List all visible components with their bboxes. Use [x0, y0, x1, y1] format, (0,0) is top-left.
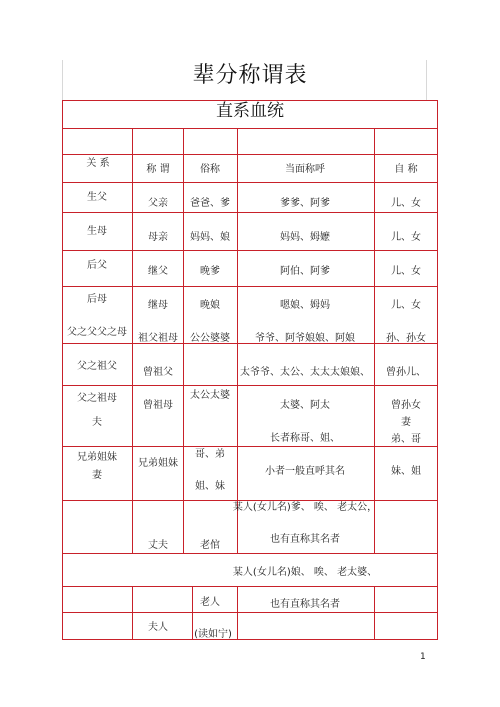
section-title: 直系血统 [216, 101, 284, 121]
header-colloquial: 俗称 [200, 164, 220, 175]
header-relation: 关 系 [86, 158, 110, 169]
cell-address: 阿伯、阿爹 [280, 266, 330, 277]
row-divider [62, 586, 438, 587]
cell-address: 妈妈、姆嬷 [280, 232, 330, 243]
cell-term: 曾祖父 [143, 367, 173, 378]
cell-colloquial: 老倌 [200, 540, 220, 551]
cell-address: 爹爹、阿爹 [280, 198, 330, 209]
cell-colloquial: 妈妈、娘 [190, 232, 230, 243]
cell-colloquial: 晚娘 [200, 300, 220, 311]
cell-address: 小者一般直呼其名 [265, 466, 345, 477]
row-divider [62, 286, 438, 287]
faint-rule-left [62, 60, 63, 100]
cell-self: 曾孙儿、 [386, 367, 426, 378]
row-divider [62, 182, 438, 183]
row-divider [62, 500, 438, 501]
cell-relation: 父之父父之母 [67, 327, 127, 338]
cell-address: 长者称哥、姐、 [270, 433, 340, 444]
cell-relation: 兄弟姐妹 [77, 452, 117, 463]
row-divider [62, 154, 438, 155]
row-divider [62, 250, 438, 251]
cell-term: 父亲 [148, 198, 168, 209]
cell-relation: 父之祖父 [77, 361, 117, 372]
column-divider [374, 586, 375, 640]
header-self: 自 称 [394, 164, 418, 175]
column-divider [374, 128, 375, 553]
column-divider [132, 128, 133, 553]
cell-address: 某人(女儿名)娘、 唉、 老太婆、 [232, 567, 378, 578]
cell-colloquial: 晚爹 [200, 266, 220, 277]
header-address: 当面称呼 [285, 164, 325, 175]
cell-colloquial: 哥、弟 [195, 449, 225, 460]
cell-address: 太婆、阿太 [280, 400, 330, 411]
cell-colloquial: 姐、妹 [195, 481, 225, 492]
cell-self: 儿、女 [391, 232, 421, 243]
column-divider [192, 586, 193, 640]
cell-self: 孙、孙女 [386, 333, 426, 344]
column-divider [183, 128, 184, 553]
cell-self: 儿、女 [391, 198, 421, 209]
page-number: 1 [420, 652, 426, 662]
row-divider [62, 343, 438, 344]
cell-address: 也有直称其名者 [270, 599, 340, 610]
row-divider [62, 128, 438, 129]
cell-colloquial: 太公太婆 [190, 390, 230, 401]
cell-self: 儿、女 [391, 266, 421, 277]
cell-self: 儿、女 [391, 300, 421, 311]
header-term: 称 谓 [146, 164, 170, 175]
column-divider [237, 586, 238, 640]
cell-colloquial: 老人 [200, 597, 220, 608]
cell-colloquial: (读如宁) [194, 629, 232, 640]
cell-term: 继父 [148, 266, 168, 277]
cell-self: 弟、哥 [391, 434, 421, 445]
cell-term: 曾祖母 [143, 400, 173, 411]
cell-term: 兄弟姐妹 [138, 458, 178, 469]
row-divider [62, 446, 438, 447]
cell-relation: 生母 [87, 226, 107, 237]
cell-term: 祖父祖母 [138, 333, 178, 344]
row-divider [62, 385, 438, 386]
row-divider [62, 553, 438, 554]
cell-relation: 夫 [92, 417, 102, 428]
row-divider [62, 212, 438, 213]
cell-address: 嗯娘、姆妈 [280, 300, 330, 311]
column-divider [237, 128, 238, 553]
cell-address: 某人(女儿名)爹、 唉、 老太公， [232, 502, 378, 513]
cell-relation: 后父 [87, 260, 107, 271]
column-divider [132, 586, 133, 640]
cell-colloquial: 公公婆婆 [190, 333, 230, 344]
cell-self: 曾孙女 [391, 400, 421, 411]
cell-self: 妻 [401, 417, 411, 428]
cell-relation: 父之祖母 [77, 393, 117, 404]
cell-term: 母亲 [148, 232, 168, 243]
page-title: 辈分称谓表 [192, 63, 308, 88]
cell-term: 丈夫 [148, 540, 168, 551]
cell-address: 爷爷、阿爷娘娘、阿娘 [255, 333, 355, 344]
cell-address: 太爷爷、太公、太太太娘娘、 [240, 367, 370, 378]
cell-term: 夫人 [148, 622, 168, 633]
cell-address: 也有直称其名者 [270, 534, 340, 545]
cell-term: 继母 [148, 300, 168, 311]
faint-rule-right [426, 60, 427, 100]
cell-self: 妹、姐 [391, 466, 421, 477]
row-divider [62, 612, 438, 613]
cell-relation: 妻 [92, 470, 102, 481]
cell-colloquial: 爸爸、爹 [190, 198, 230, 209]
cell-relation: 生父 [87, 192, 107, 203]
cell-relation: 后母 [87, 294, 107, 305]
